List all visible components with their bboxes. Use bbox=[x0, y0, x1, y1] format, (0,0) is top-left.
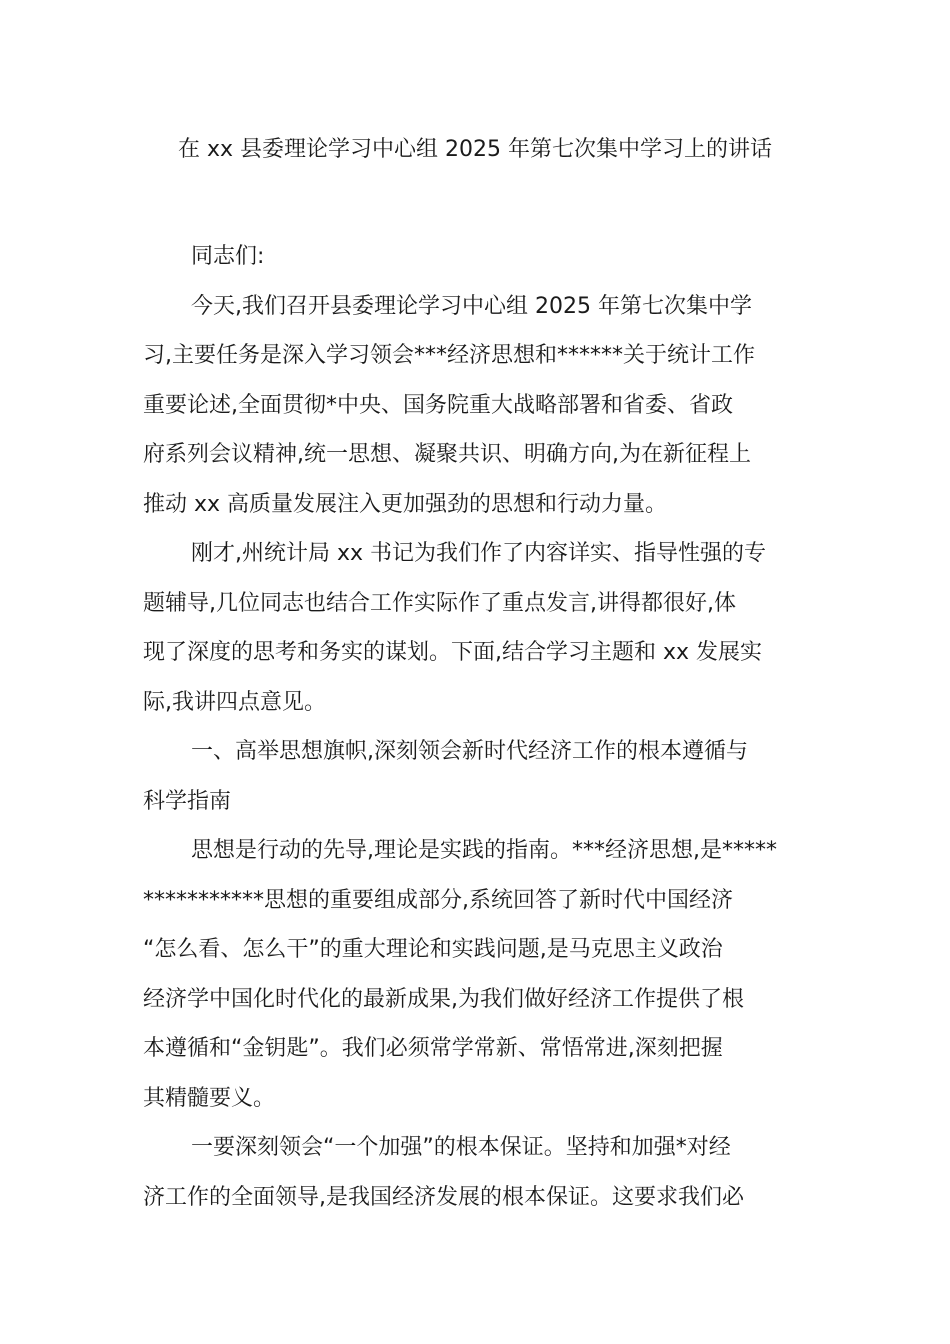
text-line: 济工作的全面领导,是我国经济发展的根本保证。这要求我们必 bbox=[143, 1184, 744, 1210]
text-line: 一、高举思想旗帜,深刻领会新时代经济工作的根本遵循与 bbox=[191, 739, 748, 764]
text-line: 重要论述,全面贯彻*中央、国务院重大战略部署和省委、省政 bbox=[143, 392, 733, 418]
text-line: 府系列会议精神,统一思想、凝聚共识、明确方向,为在新征程上 bbox=[143, 442, 751, 467]
text-line: 今天,我们召开县委理论学习中心组 2025 年第七次集中学 bbox=[191, 293, 752, 319]
text-line: 推动 xx 高质量发展注入更加强劲的思想和行动力量。 bbox=[143, 491, 668, 517]
text-line: 习,主要任务是深入学习领会***经济思想和******关于统计工作 bbox=[143, 343, 755, 368]
text-line: 刚才,州统计局 xx 书记为我们作了内容详实、指导性强的专 bbox=[191, 541, 767, 566]
text-line: 题辅导,几位同志也结合工作实际作了重点发言,讲得都很好,体 bbox=[143, 590, 736, 616]
text-line: “怎么看、怎么干”的重大理论和实践问题,是马克思主义政治 bbox=[143, 937, 723, 962]
text-line: 科学指南 bbox=[143, 788, 232, 814]
text-line: 经济学中国化时代化的最新成果,为我们做好经济工作提供了根 bbox=[143, 986, 744, 1012]
text-line: 思想是行动的先导,理论是实践的指南。***经济思想,是***** bbox=[191, 838, 777, 863]
text-line: 其精髓要义。 bbox=[143, 1085, 276, 1111]
document-body bbox=[143, 232, 808, 1222]
text-line: 本遵循和“金钥匙”。我们必须常学常新、常悟常进,深刻把握 bbox=[143, 1036, 723, 1061]
document-title: 在 xx 县委理论学习中心组 2025 年第七次集中学习上的讲话 bbox=[177, 137, 772, 162]
text-line: 一要深刻领会“一个加强”的根本保证。坚持和加强*对经 bbox=[191, 1135, 731, 1160]
text-line: ***********思想的重要组成部分,系统回答了新时代中国经济 bbox=[143, 887, 733, 913]
text-line: 现了深度的思考和务实的谋划。下面,结合学习主题和 xx 发展实 bbox=[143, 640, 763, 665]
text-line: 际,我讲四点意见。 bbox=[143, 689, 326, 715]
text-line: 同志们: bbox=[191, 244, 265, 269]
